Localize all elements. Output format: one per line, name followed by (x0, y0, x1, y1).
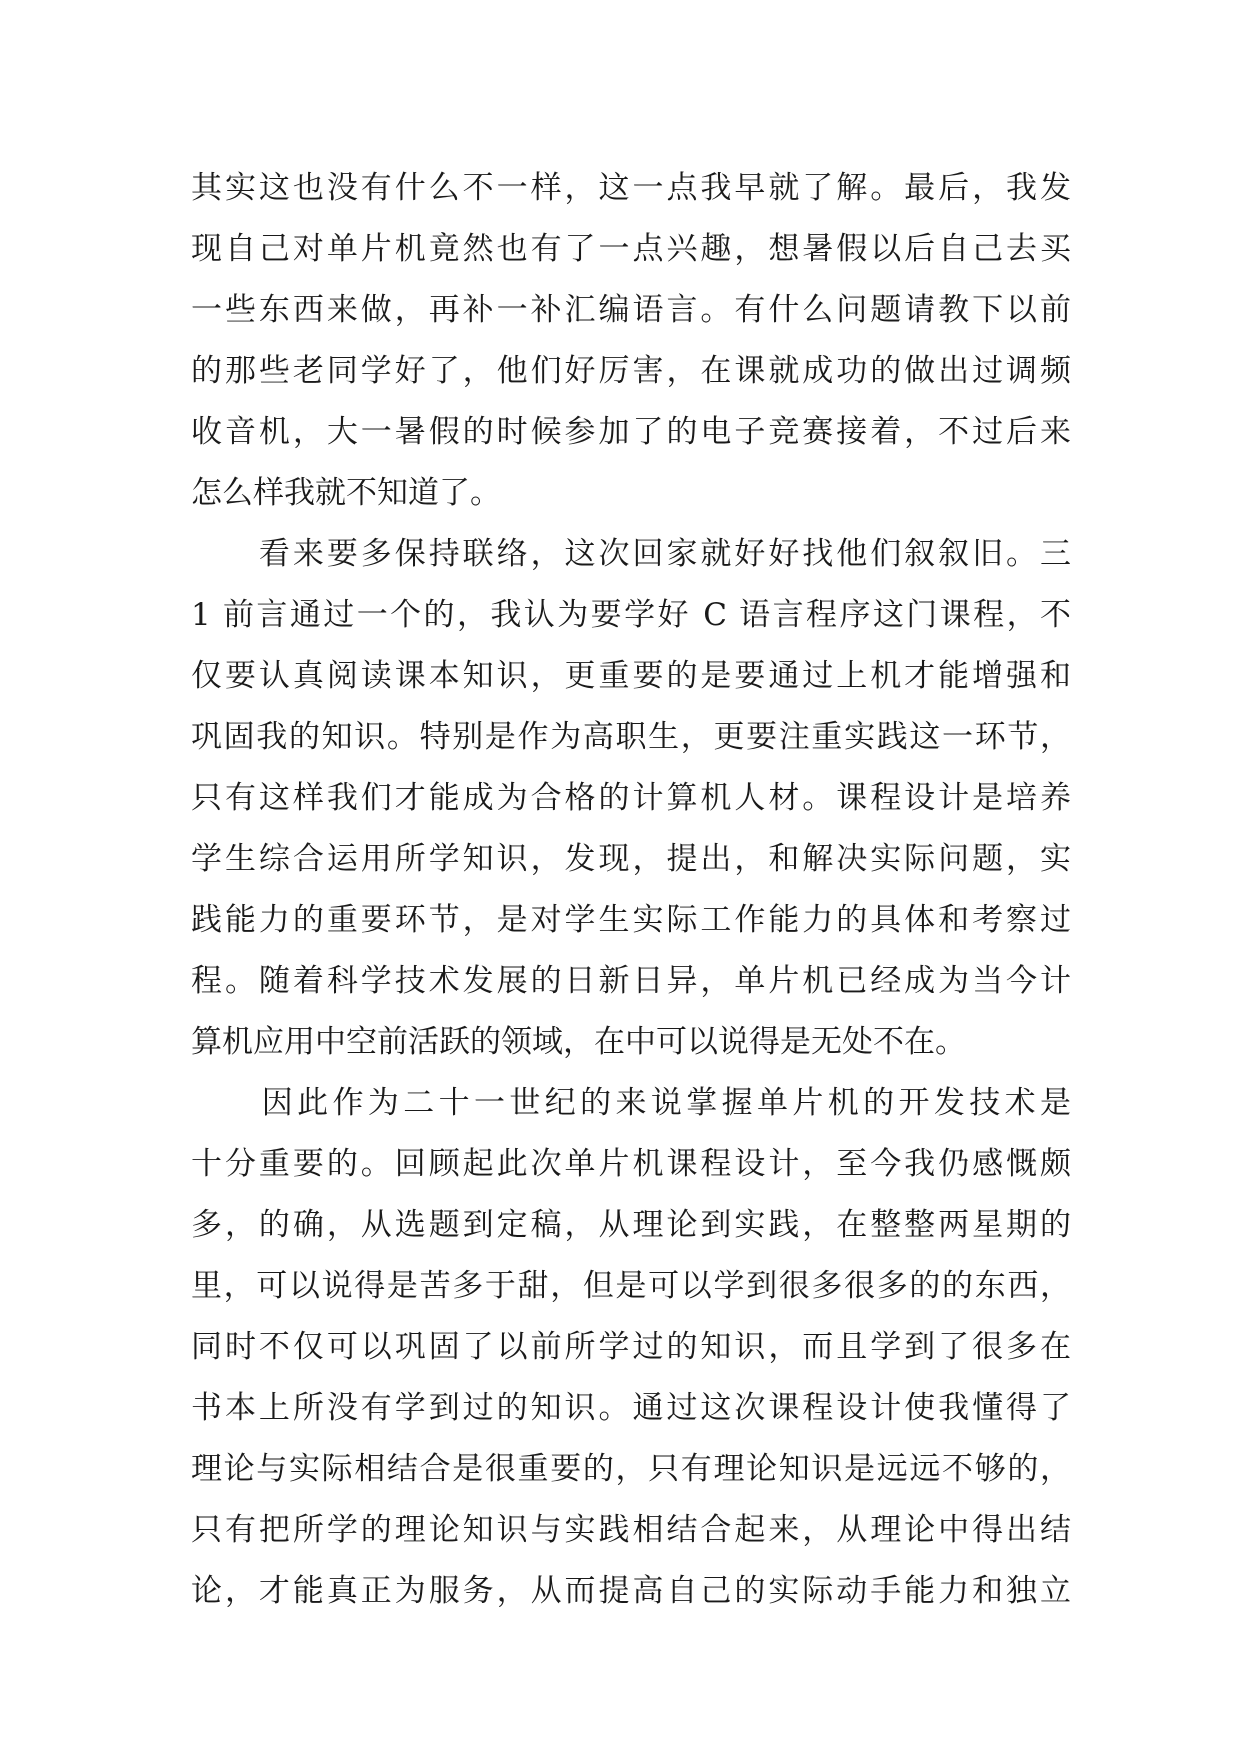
text-line: 多，的确，从选题到定稿，从理论到实践，在整整两星期的 (191, 1207, 1071, 1243)
text-line: 算机应用中空前活跃的领域，在中可以说得是无处不在。 (191, 1024, 966, 1060)
text-line: 只有把所学的理论知识与实践相结合起来，从理论中得出结 (191, 1512, 1071, 1548)
text-line: 同时不仅可以巩固了以前所学过的知识，而且学到了很多在 (191, 1329, 1071, 1365)
text-line: 其实这也没有什么不一样，这一点我早就了解。最后，我发 (191, 170, 1071, 206)
text-line: 怎么样我就不知道了。 (191, 475, 501, 511)
text-line: 里，可以说得是苦多于甜，但是可以学到很多很多的的东西， (191, 1268, 1071, 1304)
text-line: 的那些老同学好了，他们好厉害，在课就成功的做出过调频 (191, 353, 1071, 389)
text-line: 只有这样我们才能成为合格的计算机人材。课程设计是培养 (191, 780, 1071, 816)
document-body (191, 158, 1071, 1622)
text-line: 仅要认真阅读课本知识，更重要的是要通过上机才能增强和 (191, 658, 1071, 694)
paragraph-3 (191, 1073, 1071, 1622)
text-line: 看来要多保持联络，这次回家就好好找他们叙叙旧。三 (191, 536, 1071, 572)
text-line: 书本上所没有学到过的知识。通过这次课程设计使我懂得了 (191, 1390, 1071, 1426)
text-line: 十分重要的。回顾起此次单片机课程设计，至今我仍感慨颇 (191, 1146, 1071, 1182)
text-line: 收音机，大一暑假的时候参加了的电子竞赛接着，不过后来 (191, 414, 1071, 450)
text-line: 巩固我的知识。特别是作为高职生，更要注重实践这一环节， (191, 719, 1071, 755)
text-line: 现自己对单片机竟然也有了一点兴趣，想暑假以后自己去买 (191, 231, 1071, 267)
text-line: 理论与实际相结合是很重要的，只有理论知识是远远不够的， (191, 1451, 1071, 1487)
text-line: 学生综合运用所学知识，发现，提出，和解决实际问题，实 (191, 841, 1071, 877)
text-line: 1 前言通过一个的，我认为要学好 C 语言程序这门课程，不 (191, 597, 1071, 633)
paragraph-2 (191, 524, 1071, 1073)
text-line: 践能力的重要环节，是对学生实际工作能力的具体和考察过 (191, 902, 1071, 938)
text-line: 论，才能真正为服务，从而提高自己的实际动手能力和独立 (191, 1573, 1071, 1609)
text-line: 程。随着科学技术发展的日新日异，单片机已经成为当今计 (191, 963, 1071, 999)
text-line: 一些东西来做，再补一补汇编语言。有什么问题请教下以前 (191, 292, 1071, 328)
text-line: 因此作为二十一世纪的来说掌握单片机的开发技术是 (191, 1085, 1071, 1121)
paragraph-1 (191, 158, 1071, 524)
